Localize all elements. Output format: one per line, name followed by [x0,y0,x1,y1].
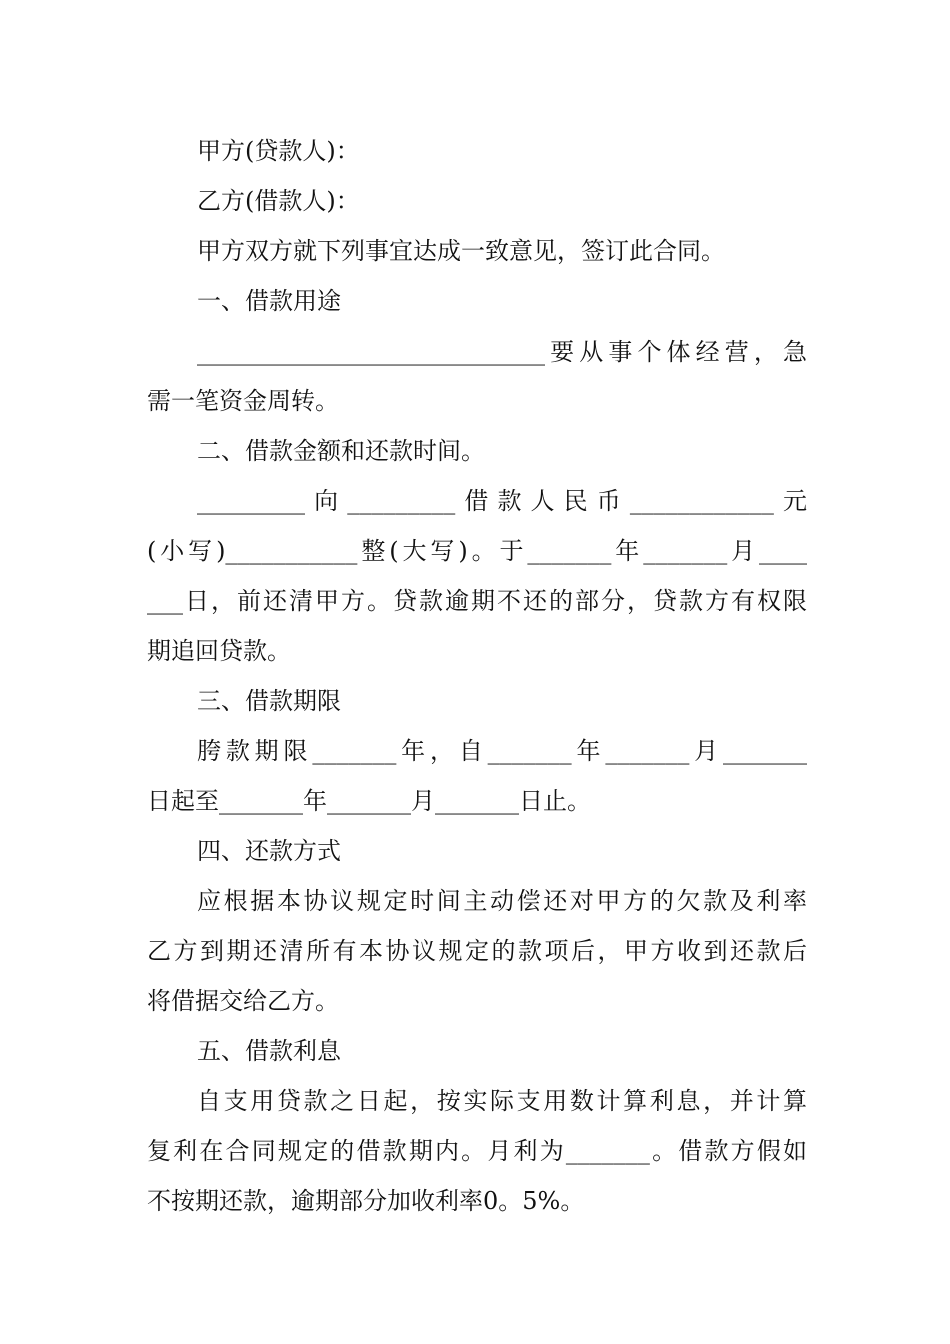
party-a-label: 甲方(贷款人)： [197,137,360,165]
purpose-text-line-1: _____________________________要从事个体经营，急 [197,338,807,366]
section-heading-purpose: 一、借款用途 [197,287,341,315]
repayment-text-line-3: 将借据交给乙方。 [147,987,339,1015]
amount-text-line-2: (小写)___________整(大写)。于_______年_______月____ [147,537,807,565]
section-heading-amount: 二、借款金额和还款时间。 [197,437,485,465]
section-heading-term: 三、借款期限 [197,687,341,715]
term-text-line-2: 日起至_______年_______月_______日止。 [147,787,591,815]
amount-text-line-3: ___日，前还清甲方。贷款逾期不还的部分，贷款方有权限 [147,587,807,615]
interest-text-line-1: 自支用贷款之日起，按实际支用数计算利息，并计算 [197,1087,807,1115]
amount-text-line-1: _________向_________借款人民币____________元 [197,487,807,515]
agreement-intro: 甲方双方就下列事宜达成一致意见，签订此合同。 [197,237,725,265]
section-heading-interest: 五、借款利息 [197,1037,341,1065]
party-b-label: 乙方(借款人)： [197,187,360,215]
repayment-text-line-1: 应根据本协议规定时间主动偿还对甲方的欠款及利率 [197,887,807,915]
section-heading-repayment: 四、还款方式 [197,837,341,865]
interest-text-line-2: 复利在合同规定的借款期内。月利为_______。借款方假如 [147,1137,807,1165]
repayment-text-line-2: 乙方到期还清所有本协议规定的款项后，甲方收到还款后 [147,937,807,965]
purpose-text-line-2: 需一笔资金周转。 [147,387,339,415]
term-text-line-1: 胯款期限_______年，自_______年_______月_______ [197,737,807,765]
amount-text-line-4: 期追回贷款。 [147,637,291,665]
interest-text-line-3: 不按期还款，逾期部分加收利率0。5%。 [147,1187,585,1215]
